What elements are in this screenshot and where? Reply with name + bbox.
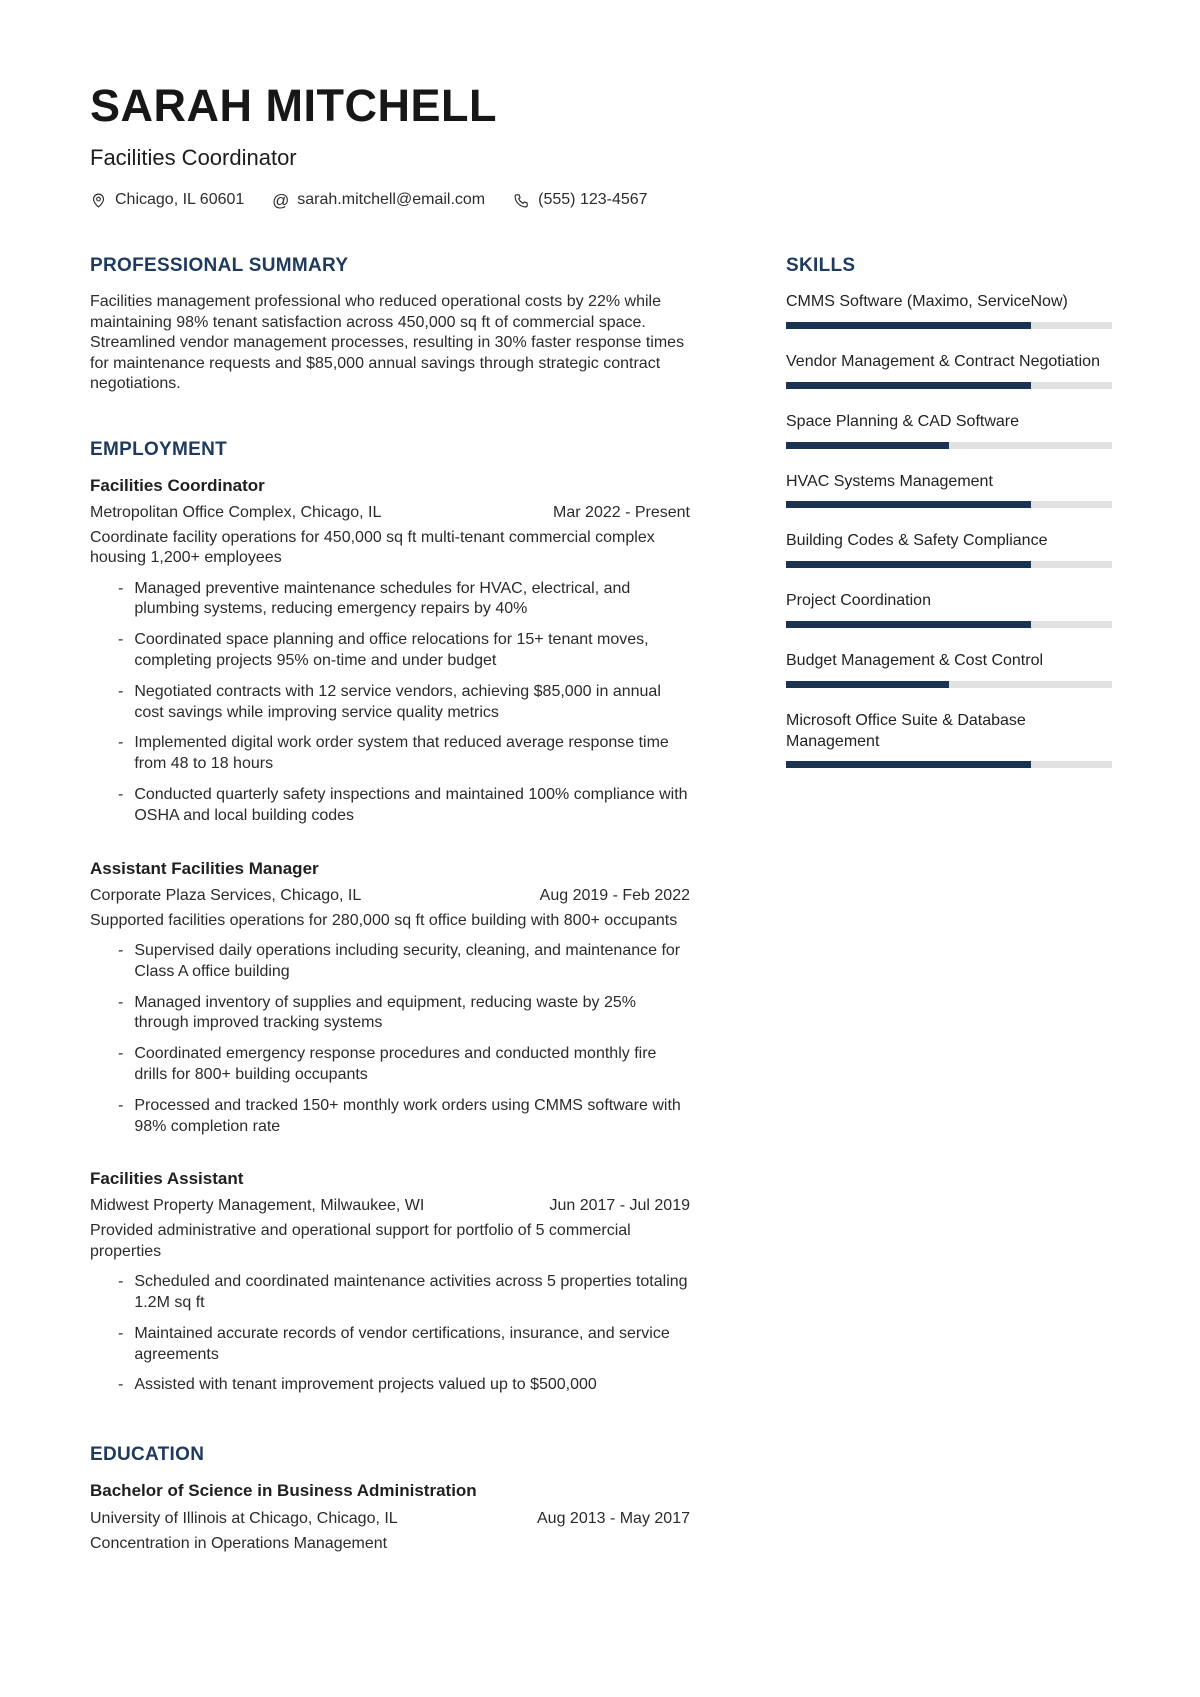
job-bullets xyxy=(90,941,690,1137)
bullet-marker: - xyxy=(118,1324,124,1342)
job-bullet xyxy=(90,1324,690,1366)
skill-bar-track xyxy=(786,501,1112,508)
skill-label: Project Coordination xyxy=(786,592,931,610)
skill-label: Vendor Management & Contract Negotiation xyxy=(786,353,1100,371)
job-description: Provided administrative and operational support for portfolio of 5 commercial properties xyxy=(90,1222,631,1260)
contact-text: sarah.mitchell@email.com xyxy=(297,191,486,209)
job-bullet xyxy=(90,1096,690,1138)
job-bullet xyxy=(90,579,690,621)
skill-label: Building Codes & Safety Compliance xyxy=(786,532,1048,550)
bullet-marker: - xyxy=(118,1376,124,1394)
location-pin-icon xyxy=(90,192,107,209)
bullet-text: Managed inventory of supplies and equipment, reducing waste by 25% through improved tracking systems xyxy=(134,993,636,1032)
bullet-marker: - xyxy=(118,579,124,597)
bullet-text: Coordinated space planning and office relocations for 15+ tenant moves, completing projects 95% on-time and under budget xyxy=(134,631,649,669)
skills-heading: SKILLS xyxy=(786,255,856,277)
skill-bar-track xyxy=(786,681,1112,688)
bullet-text: Supervised daily operations including security, cleaning, and maintenance for Class A office building xyxy=(134,941,681,980)
bullet-text: Assisted with tenant improvement projects valued up to $500,000 xyxy=(134,1376,597,1394)
contact-text: Chicago, IL 60601 xyxy=(115,191,245,209)
skill-label: CMMS Software (Maximo, ServiceNow) xyxy=(786,293,1068,311)
skill-label: Space Planning & CAD Software xyxy=(786,412,1020,430)
skill-item xyxy=(786,292,1112,329)
skill-item xyxy=(786,651,1112,688)
bullet-marker: - xyxy=(118,1273,124,1291)
skill-bar-track xyxy=(786,322,1112,329)
skill-label: Microsoft Office Suite & Database Management xyxy=(786,711,1026,750)
job-bullets xyxy=(90,1272,690,1396)
contact-item xyxy=(272,191,485,209)
skill-item xyxy=(786,412,1112,449)
degree-title: Bachelor of Science in Business Administration xyxy=(90,1481,477,1501)
bullet-marker: - xyxy=(118,1096,124,1114)
skill-bar-fill xyxy=(786,561,1031,568)
school-name: University of Illinois at Chicago, Chicago, IL xyxy=(90,1510,398,1528)
job-company: Midwest Property Management, Milwaukee, WI xyxy=(90,1197,425,1215)
skill-label: HVAC Systems Management xyxy=(786,472,993,490)
job-entry xyxy=(90,1169,690,1396)
skill-bar-fill xyxy=(786,761,1031,768)
job-company: Corporate Plaza Services, Chicago, IL xyxy=(90,886,362,904)
summary-heading: PROFESSIONAL SUMMARY xyxy=(90,255,349,277)
bullet-text: Negotiated contracts with 12 service vendors, achieving $85,000 in annual cost savings while improving service quality metrics xyxy=(134,682,661,721)
bullet-marker: - xyxy=(118,631,124,649)
job-bullet xyxy=(90,682,690,724)
skill-bar-fill xyxy=(786,621,1031,628)
skill-bar-fill xyxy=(786,442,949,449)
bullet-text: Conducted quarterly safety inspections and maintained 100% compliance with OSHA and local building codes xyxy=(134,785,688,824)
job-bullets xyxy=(90,579,690,827)
contact-row xyxy=(90,191,1112,209)
employment-section xyxy=(90,439,690,1397)
skill-bar-fill xyxy=(786,681,949,688)
job-description: Coordinate facility operations for 450,000 sq ft multi-tenant commercial complex housing 1,200+ employees xyxy=(90,528,655,567)
job-title: Facilities Coordinator xyxy=(90,475,265,495)
job-dates: Aug 2019 - Feb 2022 xyxy=(539,886,690,904)
contact-item xyxy=(90,191,244,209)
skill-item xyxy=(786,531,1112,568)
job-title: Facilities Assistant xyxy=(90,1169,244,1189)
bullet-marker: - xyxy=(118,1045,124,1063)
skill-bar-track xyxy=(786,561,1112,568)
skill-bar-fill xyxy=(786,501,1031,508)
employment-heading: EMPLOYMENT xyxy=(90,438,228,460)
bullet-text: Coordinated emergency response procedures and conducted monthly fire drills for 800+ building occupants xyxy=(134,1045,657,1083)
job-bullet xyxy=(90,1375,690,1396)
job-description: Supported facilities operations for 280,000 sq ft office building with 800+ occupants xyxy=(90,911,678,929)
resume-header xyxy=(90,82,1112,209)
job-bullet xyxy=(90,733,690,775)
skill-bar-fill xyxy=(786,382,1031,389)
bullet-text: Scheduled and coordinated maintenance activities across 5 properties totaling 1.2M sq ft xyxy=(134,1273,688,1312)
bullet-marker: - xyxy=(118,682,124,700)
job-dates: Mar 2022 - Present xyxy=(553,503,690,521)
education-section xyxy=(90,1444,690,1553)
contact-item xyxy=(513,191,647,209)
job-bullet xyxy=(90,785,690,827)
sidebar-column xyxy=(786,255,1112,791)
skill-bar-fill xyxy=(786,322,1031,329)
job-bullet xyxy=(90,1044,690,1086)
education-dates: Aug 2013 - May 2017 xyxy=(537,1510,690,1528)
job-bullet xyxy=(90,630,690,672)
contact-text: (555) 123-4567 xyxy=(538,191,648,209)
skill-item xyxy=(786,711,1112,769)
skill-bar-track xyxy=(786,442,1112,449)
phone-icon xyxy=(513,192,530,209)
job-entry xyxy=(90,476,690,827)
content-columns xyxy=(90,255,1112,1553)
skill-bar-track xyxy=(786,621,1112,628)
education-note: Concentration in Operations Management xyxy=(90,1535,388,1553)
bullet-marker: - xyxy=(118,734,124,752)
skill-label: Budget Management & Cost Control xyxy=(786,652,1044,670)
bullet-marker: - xyxy=(118,941,124,959)
job-company: Metropolitan Office Complex, Chicago, IL xyxy=(90,503,382,521)
skill-item xyxy=(786,472,1112,509)
job-bullet xyxy=(90,1272,690,1314)
at-sign-icon: @ xyxy=(272,190,290,210)
skills-list xyxy=(786,292,1112,768)
bullet-text: Processed and tracked 150+ monthly work orders using CMMS software with 98% completion rate xyxy=(134,1096,681,1135)
main-column xyxy=(90,255,690,1553)
bullet-text: Implemented digital work order system that reduced average response time from 48 to 18 hours xyxy=(134,734,669,773)
summary-text: Facilities management professional who reduced operational costs by 22% while maintaining 98% tenant satisfaction across 450,000 sq ft of commercial space. Streamlined vendor management processes, resulting in 30% faster response times for maintenance requests and $85,000 annual savings through strategic contract negotiations. xyxy=(90,293,685,393)
skills-section xyxy=(786,255,1112,768)
skill-item xyxy=(786,591,1112,628)
bullet-text: Managed preventive maintenance schedules for HVAC, electrical, and plumbing systems, reducing emergency repairs by 40% xyxy=(134,579,631,618)
person-name: SARAH MITCHELL xyxy=(90,80,497,131)
bullet-marker: - xyxy=(118,993,124,1011)
job-dates: Jun 2017 - Jul 2019 xyxy=(549,1197,690,1215)
summary-section xyxy=(90,255,690,394)
bullet-text: Maintained accurate records of vendor certifications, insurance, and service agreements xyxy=(134,1324,670,1363)
skill-bar-track xyxy=(786,382,1112,389)
skill-bar-track xyxy=(786,761,1112,768)
person-job-title: Facilities Coordinator xyxy=(90,145,297,171)
job-bullet xyxy=(90,941,690,983)
jobs-list xyxy=(90,476,690,1397)
skill-item xyxy=(786,352,1112,389)
education-heading: EDUCATION xyxy=(90,1444,205,1466)
job-entry xyxy=(90,859,690,1138)
bullet-marker: - xyxy=(118,785,124,803)
job-bullet xyxy=(90,993,690,1035)
job-title: Assistant Facilities Manager xyxy=(90,858,319,878)
